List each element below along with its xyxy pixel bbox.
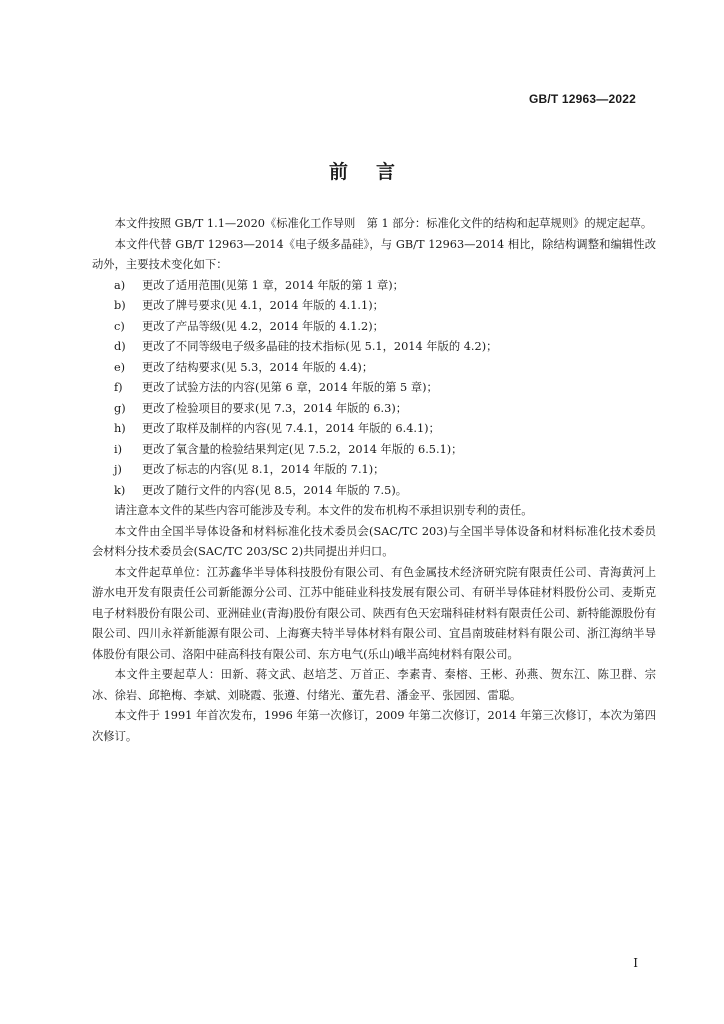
paragraph-drafting-units: 本文件起草单位：江苏鑫华半导体科技股份有限公司、有色金属技术经济研究院有限责任公司、青海黄河上游水电开发有限责任公司新能源分公司、江苏中能硅业科技发展有限公司、有研半导体硅材料股份公司、麦斯克电子材料股份有限公司、亚洲硅业(青海)股份有限公司、陕西有色天宏瑞科硅材料有限责任公司、新特能源股份有限公司、四川永祥新能源有限公司、上海赛夫特半导体材料有限公司、宜昌南玻硅材料有限公司、浙江海纳半导体股份有限公司、洛阳中硅高科技有限公司、东方电气(乐山)峨半高纯材料有限公司。 <box>92 565 656 661</box>
paragraph-patent-notice: 请注意本文件的某些内容可能涉及专利。本文件的发布机构不承担识别专利的责任。 <box>114 504 533 517</box>
list-item-text: 更改了取样及制样的内容(见 7.4.1，2014 年版的 6.4.1)； <box>142 422 440 435</box>
list-item-marker: b) <box>114 299 126 312</box>
list-item-marker: k) <box>114 483 126 497</box>
list-item-marker: h) <box>114 422 126 435</box>
document-body <box>92 214 656 747</box>
list-item-marker: j) <box>114 463 122 476</box>
page-number: I <box>633 956 638 970</box>
list-item-text: 更改了牌号要求(见 4.1，2014 年版的 4.1.1)； <box>142 299 384 312</box>
list-item-text: 更改了产品等级(见 4.2，2014 年版的 4.1.2)； <box>142 319 384 333</box>
list-item-marker: e) <box>114 360 126 374</box>
list-item-text: 更改了氧含量的检验结果判定(见 7.5.2，2014 年版的 6.5.1)； <box>142 442 463 456</box>
paragraph-drafters: 本文件主要起草人：田新、蒋文武、赵培芝、万首正、李素青、秦榕、王彬、孙燕、贺东江、陈卫群、宗冰、徐岩、邱艳梅、李斌、刘晓霞、张遵、付绪光、董先君、潘金平、张园园、雷聪。 <box>92 668 656 702</box>
list-item-marker: c) <box>114 319 125 333</box>
list-item-text: 更改了适用范围(见第 1 章，2014 年版的第 1 章)； <box>142 278 404 292</box>
paragraph-proposer: 本文件由全国半导体设备和材料标准化技术委员会(SAC/TC 203)与全国半导体设备和材料标准化技术委员会材料分技术委员会(SAC/TC 203/SC 2)共同提出并归口。 <box>92 524 656 558</box>
paragraph-replacement: 本文件代替 GB/T 12963—2014《电子级多晶硅》，与 GB/T 12963—2014 相比，除结构调整和编辑性改动外，主要技术变化如下： <box>92 237 656 271</box>
list-item <box>92 276 656 297</box>
paragraph-history: 本文件于 1991 年首次发布，1996 年第一次修订，2009 年第二次修订，2014 年第三次修订，本次为第四次修订。 <box>92 709 656 743</box>
list-item-text: 更改了随行文件的内容(见 8.5，2014 年版的 7.5)。 <box>142 483 408 497</box>
list-item <box>92 337 656 358</box>
list-item <box>92 440 656 461</box>
list-item <box>92 460 656 481</box>
list-item-marker: f) <box>114 381 123 394</box>
list-item-text: 更改了不同等级电子级多晶硅的技术指标(见 5.1，2014 年版的 4.2)； <box>142 340 498 353</box>
changes-list <box>92 276 656 502</box>
page-title: 前言 <box>328 161 423 183</box>
list-item <box>92 399 656 420</box>
list-item-marker: i) <box>114 442 123 456</box>
list-item <box>92 317 656 338</box>
paragraph-drafting-rules: 本文件按照 GB/T 1.1—2020《标准化工作导则 第 1 部分：标准化文件的结构和起草规则》的规定起草。 <box>114 217 653 230</box>
list-item <box>92 378 656 399</box>
list-item <box>92 358 656 379</box>
list-item-text: 更改了标志的内容(见 8.1，2014 年版的 7.1)； <box>142 463 385 476</box>
list-item <box>92 481 656 502</box>
list-item-text: 更改了试验方法的内容(见第 6 章，2014 年版的第 5 章)； <box>142 381 438 394</box>
standard-code: GB/T 12963—2022 <box>528 92 636 106</box>
list-item-marker: d) <box>114 340 126 353</box>
list-item-marker: a) <box>114 278 126 292</box>
list-item-marker: g) <box>114 401 126 415</box>
list-item-text: 更改了结构要求(见 5.3，2014 年版的 4.4)； <box>142 360 374 374</box>
list-item <box>92 296 656 317</box>
list-item-text: 更改了检验项目的要求(见 7.3，2014 年版的 6.3)； <box>142 401 408 415</box>
list-item <box>92 419 656 440</box>
